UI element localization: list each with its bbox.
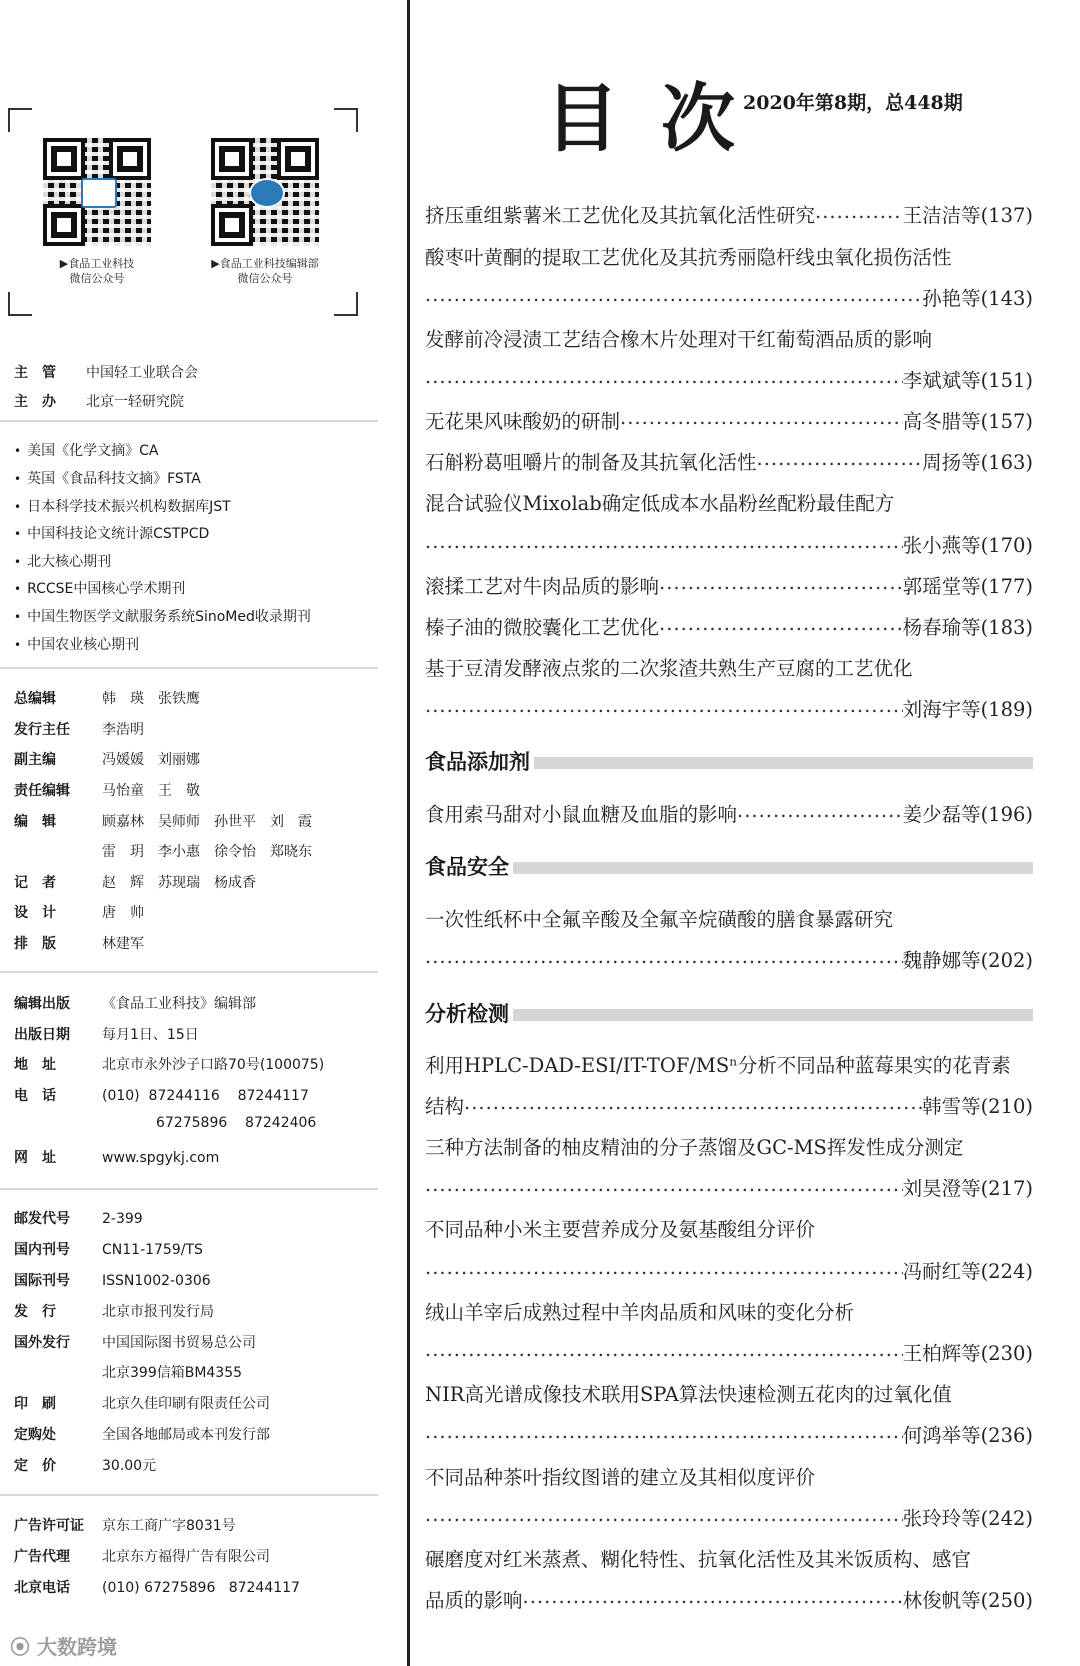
toc-entry[interactable]: 发酵前冷浸渍工艺结合橡木片处理对干红葡萄酒品质的影响 — [425, 328, 933, 351]
website-row[interactable]: 网 址 www.spgykj.com — [14, 1150, 220, 1166]
toc-entry[interactable]: ..... 魏静娜等(202) — [425, 945, 1033, 973]
toc-entry[interactable]: 品质的影响 ..... 林俊帆等(250) — [425, 1585, 1033, 1613]
distribution-row: 发 行 北京市报刊发行局 — [14, 1304, 214, 1320]
toc-entry[interactable]: 结构 ..... 韩雪等(210) — [425, 1091, 1033, 1119]
watermark-logo-icon: ⦿ — [10, 1635, 30, 1659]
index-item: • RCCSE中国核心学术期刊 — [14, 578, 185, 598]
globe-logo-icon — [249, 178, 285, 208]
distribution-row: 邮发代号 2-399 — [14, 1211, 143, 1227]
distribution-row: 北京399信箱BM4355 — [102, 1365, 243, 1381]
staff-row: 总编辑 韩 瑛 张铁鹰 — [14, 691, 200, 707]
toc-entry[interactable]: 基于豆清发酵液点浆的二次浆渣共熟生产豆腐的工艺优化 — [425, 657, 913, 680]
toc-entry[interactable]: 不同品种茶叶指纹图谱的建立及其相似度评价 — [425, 1466, 816, 1489]
frame-corner — [334, 292, 358, 316]
publish-row: 67275896 87242406 — [156, 1115, 317, 1131]
sponsor-row: 主 管 中国轻工业联合会 — [14, 365, 198, 381]
toc-entry[interactable]: 无花果风味酸奶的研制 ..... 高冬腊等(157) — [425, 406, 1033, 434]
staff-row: 记 者 赵 辉 苏现瑞 杨成香 — [14, 875, 256, 891]
toc-entry[interactable]: ..... 孙艳等(143) — [425, 283, 1033, 311]
distribution-row: 定 价 30.00元 — [14, 1458, 157, 1474]
publish-row: 编辑出版 《食品工业科技》编辑部 — [14, 996, 256, 1012]
publish-row: 地 址 北京市永外沙子口路70号(100075) — [14, 1057, 325, 1073]
qr-caption-right: ▶食品工业科技编辑部 微信公众号 — [211, 257, 319, 285]
staff-row: 发行主任 李浩明 — [14, 722, 144, 738]
toc-entry[interactable]: 酸枣叶黄酮的提取工艺优化及其抗秀丽隐杆线虫氧化损伤活性 — [425, 246, 952, 269]
distribution-row: 国外发行 中国国际图书贸易总公司 — [14, 1335, 256, 1351]
toc-entry[interactable]: ..... 张小燕等(170) — [425, 530, 1033, 558]
sponsor-row: 主 办 北京一轻研究院 — [14, 394, 184, 410]
toc-entry[interactable]: 不同品种小米主要营养成分及氨基酸组分评价 — [425, 1218, 816, 1241]
toc-entry[interactable]: 一次性纸杯中全氟辛酸及全氟辛烷磺酸的膳食暴露研究 — [425, 908, 894, 931]
divider — [0, 1188, 378, 1190]
index-item: • 美国《化学文摘》CA — [14, 440, 158, 460]
staff-row: 责任编辑 马怡童 王 敬 — [14, 783, 200, 799]
staff-row: 设 计 唐 帅 — [14, 905, 144, 921]
frame-corner — [334, 108, 358, 132]
toc-entry[interactable]: 榛子油的微胶囊化工艺优化 ..... 杨春瑜等(183) — [425, 612, 1033, 640]
toc-entry[interactable]: 碾磨度对红米蒸煮、糊化特性、抗氧化活性及其米饭质构、感官 — [425, 1548, 972, 1571]
toc-entry[interactable]: ..... 张玲玲等(242) — [425, 1503, 1033, 1531]
section-header-additive: 食品添加剂 — [425, 748, 1033, 772]
distribution-row: 定购处 全国各地邮局或本刊发行部 — [14, 1427, 270, 1443]
index-item: • 英国《食品科技文摘》FSTA — [14, 468, 201, 488]
toc-entry[interactable]: ..... 刘昊澄等(217) — [425, 1173, 1033, 1201]
staff-row: 编 辑 顾嘉林 吴师师 孙世平 刘 霞 — [14, 814, 312, 830]
staff-row: 排 版 林建军 — [14, 936, 144, 952]
index-item: • 中国农业核心期刊 — [14, 634, 139, 654]
index-item: • 日本科学技术振兴机构数据库JST — [14, 496, 231, 516]
watermark: ⦿ 大数跨境 — [10, 1635, 117, 1659]
column-divider — [407, 0, 410, 1666]
staff-row: 副主编 冯媛媛 刘丽娜 — [14, 752, 200, 768]
ad-row: 广告许可证 京东工商广字8031号 — [14, 1518, 236, 1534]
toc-entry[interactable]: 石斛粉葛咀嚼片的制备及其抗氧化活性 ..... 周扬等(163) — [425, 447, 1033, 475]
divider — [0, 667, 378, 669]
distribution-row: 国际刊号 ISSN1002-0306 — [14, 1273, 211, 1289]
toc-entry[interactable]: 混合试验仪Mixolab确定低成本水晶粉丝配粉最佳配方 — [425, 492, 895, 515]
qr-caption-left: ▶食品工业科技 微信公众号 — [59, 257, 135, 285]
publish-row: 电 话 (010) 87244116 87244117 — [14, 1088, 309, 1104]
toc-entry[interactable]: ..... 李斌斌等(151) — [425, 365, 1033, 393]
toc-entry[interactable]: ..... 冯耐红等(224) — [425, 1256, 1033, 1284]
table-of-contents — [425, 0, 1040, 1666]
divider — [0, 971, 378, 973]
toc-entry[interactable]: ..... 刘海宇等(189) — [425, 694, 1033, 722]
staff-row: 雷 玥 李小惠 徐令怡 郑晓东 — [102, 844, 312, 860]
toc-entry[interactable]: ..... 王柏辉等(230) — [425, 1338, 1033, 1366]
journal-logo-icon — [81, 178, 117, 208]
frame-corner — [8, 292, 32, 316]
toc-entry[interactable]: 食用索马甜对小鼠血糖及血脂的影响 ..... 姜少磊等(196) — [425, 799, 1033, 827]
qr-code-wechat-journal[interactable] — [43, 138, 151, 246]
masthead-column — [0, 0, 405, 1666]
ad-row: 广告代理 北京东方福得广告有限公司 — [14, 1549, 270, 1565]
toc-entry[interactable]: 利用HPLC-DAD-ESI/IT-TOF/MSⁿ分析不同品种蓝莓果实的花青素 — [425, 1054, 1011, 1077]
divider — [0, 420, 378, 422]
qr-code-wechat-editorial[interactable] — [211, 138, 319, 246]
section-header-safety: 食品安全 — [425, 853, 1033, 877]
section-header-analysis: 分析检测 — [425, 1000, 1033, 1024]
divider — [0, 1494, 378, 1496]
toc-entry[interactable]: 绒山羊宰后成熟过程中羊肉品质和风味的变化分析 — [425, 1301, 855, 1324]
toc-entry[interactable]: 滚揉工艺对牛肉品质的影响 ..... 郭瑶堂等(177) — [425, 571, 1033, 599]
toc-entry[interactable]: NIR高光谱成像技术联用SPA算法快速检测五花肉的过氧化值 — [425, 1383, 952, 1406]
index-item: • 中国科技论文统计源CSTPCD — [14, 523, 209, 543]
toc-title: 目次 — [545, 76, 777, 162]
toc-entry[interactable]: 三种方法制备的柚皮精油的分子蒸馏及GC-MS挥发性成分测定 — [425, 1136, 964, 1159]
frame-corner — [8, 108, 32, 132]
issue-number: 2020年第8期，总448期 — [743, 92, 963, 114]
distribution-row: 国内刊号 CN11-1759/TS — [14, 1242, 203, 1258]
toc-entry[interactable]: 挤压重组紫薯米工艺优化及其抗氧化活性研究 ..... 王洁洁等(137) — [425, 200, 1033, 228]
toc-entry[interactable]: ..... 何鸿举等(236) — [425, 1420, 1033, 1448]
distribution-row: 印 刷 北京久佳印刷有限责任公司 — [14, 1396, 270, 1412]
index-item: • 中国生物医学文献服务系统SinoMed收录期刊 — [14, 606, 311, 626]
ad-row: 北京电话 (010) 67275896 87244117 — [14, 1580, 300, 1596]
index-item: • 北大核心期刊 — [14, 551, 111, 571]
publish-row: 出版日期 每月1日、15日 — [14, 1027, 199, 1043]
